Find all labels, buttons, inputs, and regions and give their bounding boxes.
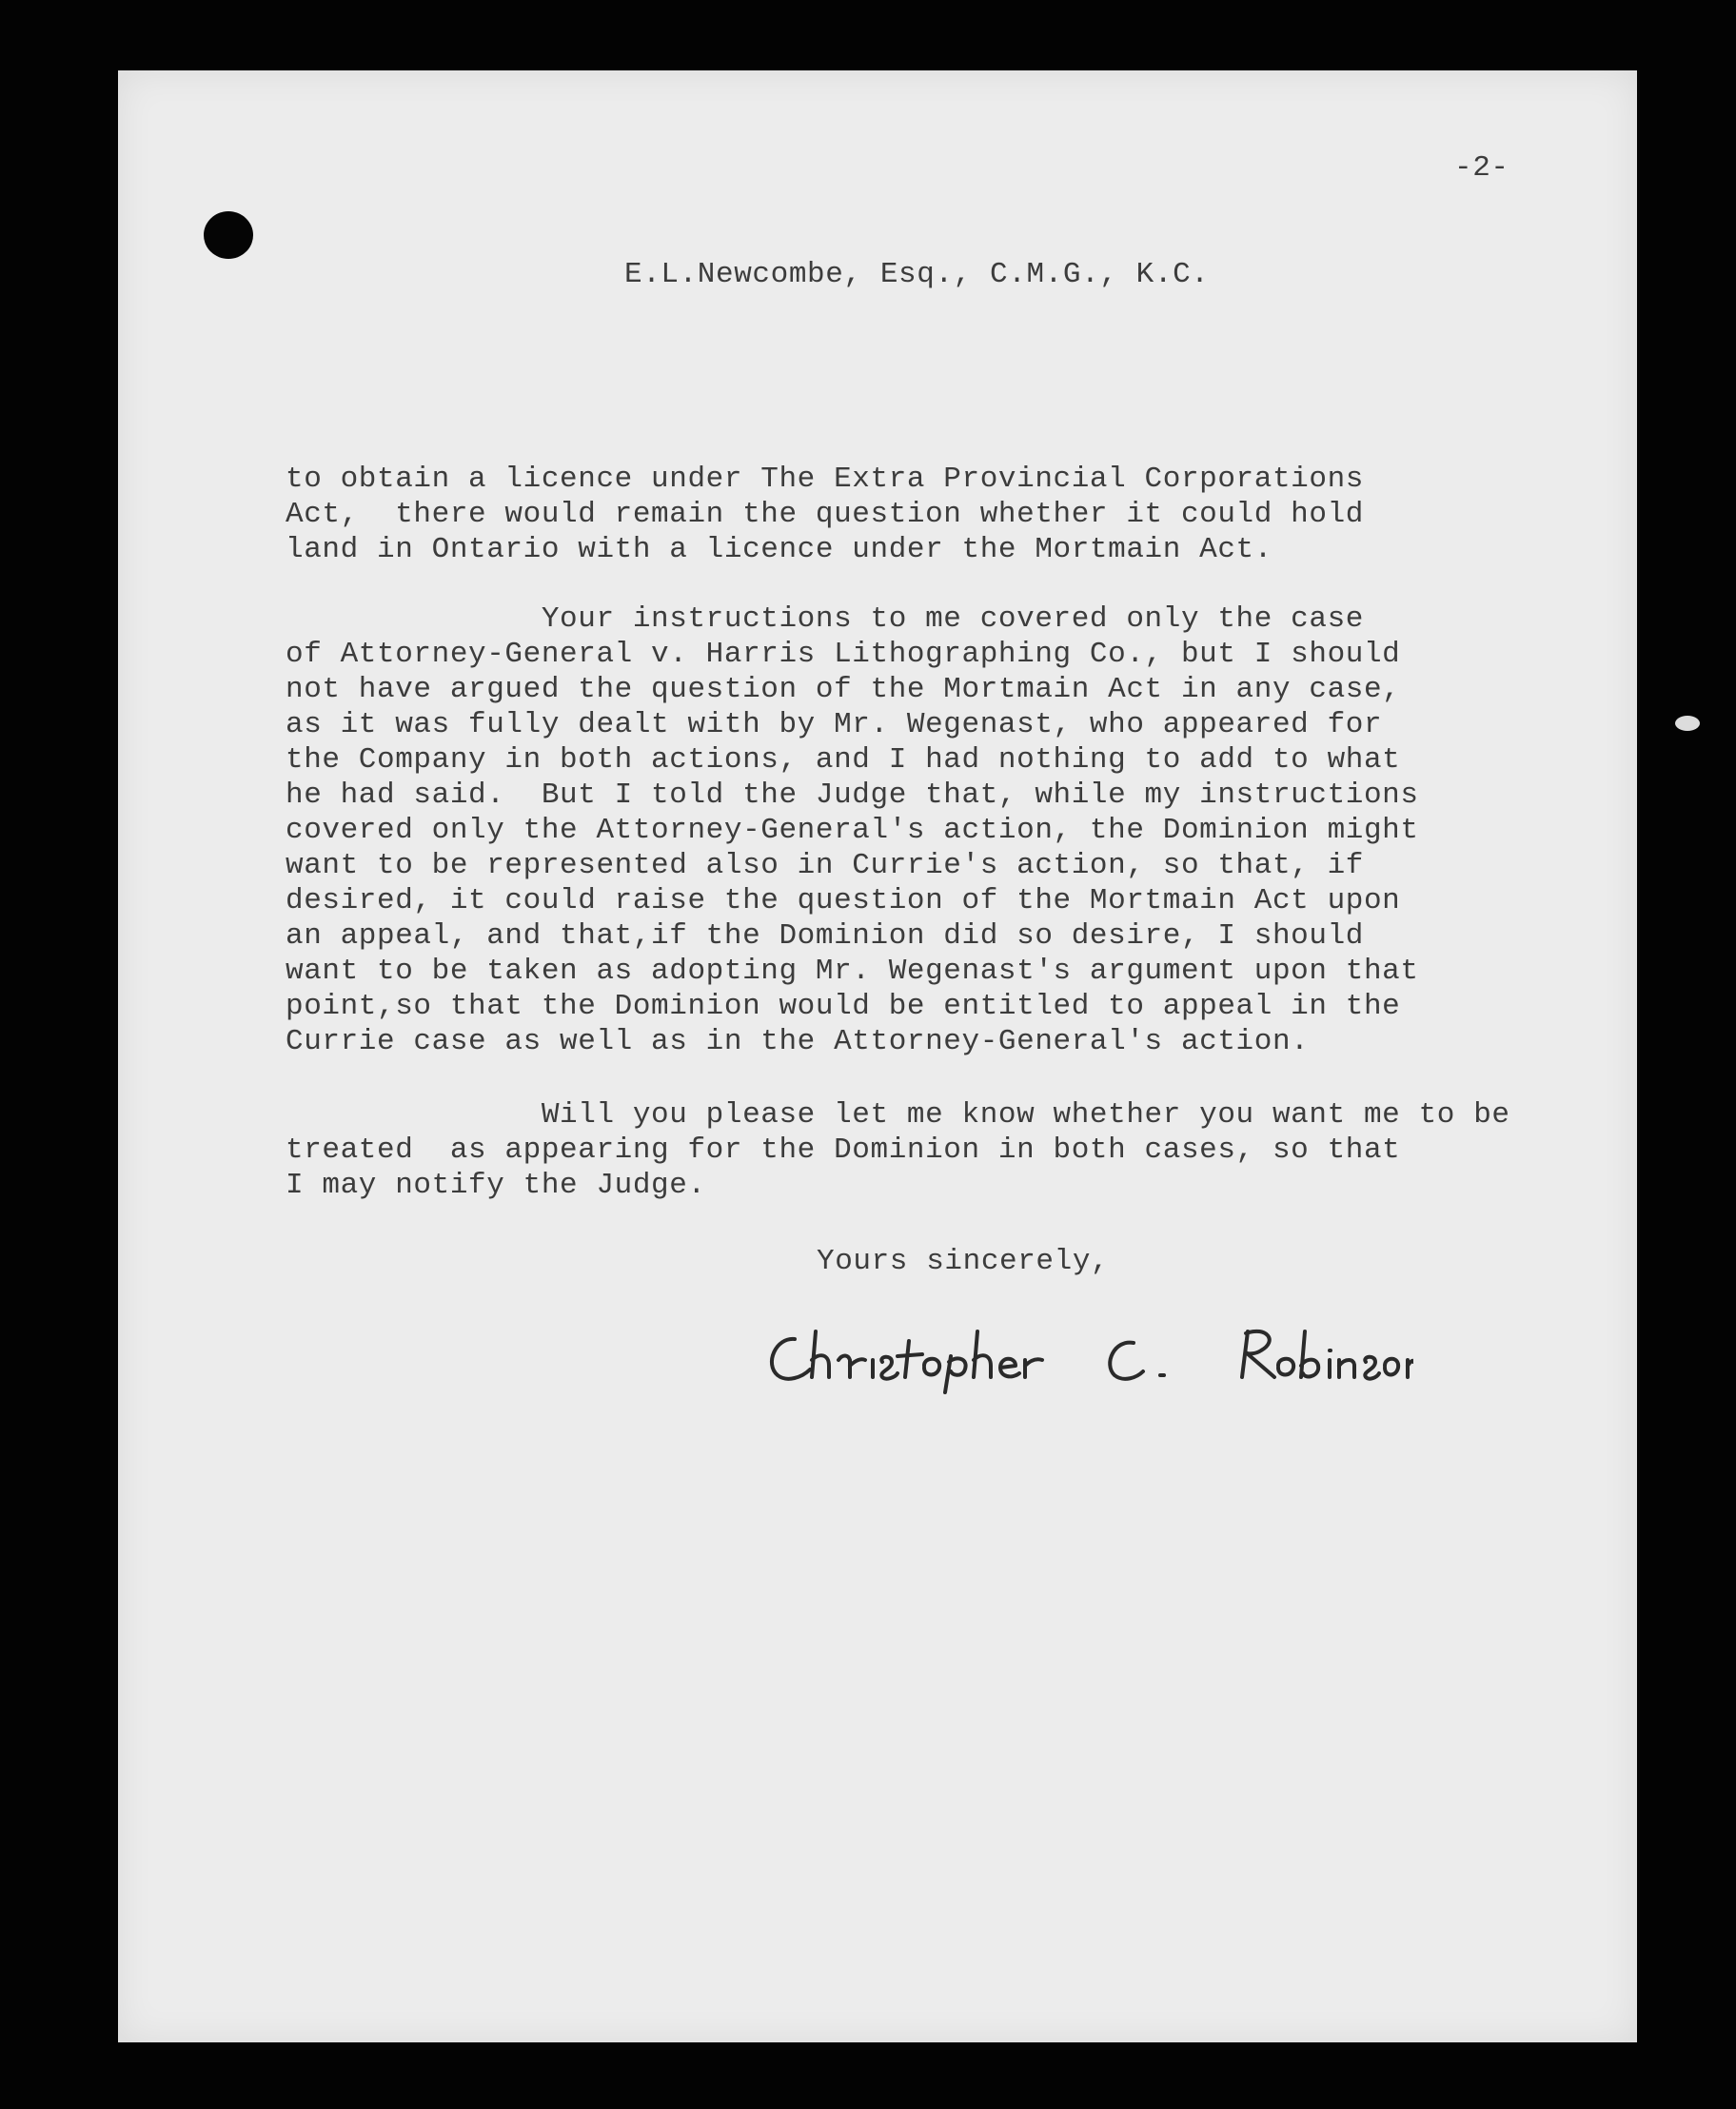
addressee-line: E.L.Newcombe, Esq., C.M.G., K.C. <box>624 258 1210 291</box>
handwritten-signature <box>757 1318 1413 1394</box>
page-number: -2- <box>1454 151 1509 185</box>
closing-line: Yours sincerely, <box>817 1245 1110 1278</box>
paper-speck <box>1675 716 1700 731</box>
punch-hole <box>204 211 253 259</box>
body-paragraph-2: Your instructions to me covered only the case of Attorney-General v. Harris Lithographing Co., but I should not have argued the question of the Mortmain Act in any case, as it was fully dealt with by Mr. Wegenast, who appeared for the Company in both actions, and I had nothing to add to what he had said. But I told the Judge that, while my instructions covered only the Attorney-General's action, the Dominion might want to be represented also in Currie's action, so that, if desired, it could raise the question of the Mortmain Act upon an appeal, and that,if the Dominion did so desire, I should want to be taken as adopting Mr. Wegenast's argument upon that point,so that the Dominion would be entitled to appeal in the Currie case as well as in the Attorney-General's action. <box>286 602 1419 1058</box>
body-paragraph-1: to obtain a licence under The Extra Provincial Corporations Act, there would remain the question whether it could hold land in Ontario with a licence under the Mortmain Act. <box>286 463 1364 566</box>
body-paragraph-3: Will you please let me know whether you want me to be treated as appearing for the Dominion in both cases, so that I may notify the Judge. <box>286 1098 1510 1202</box>
